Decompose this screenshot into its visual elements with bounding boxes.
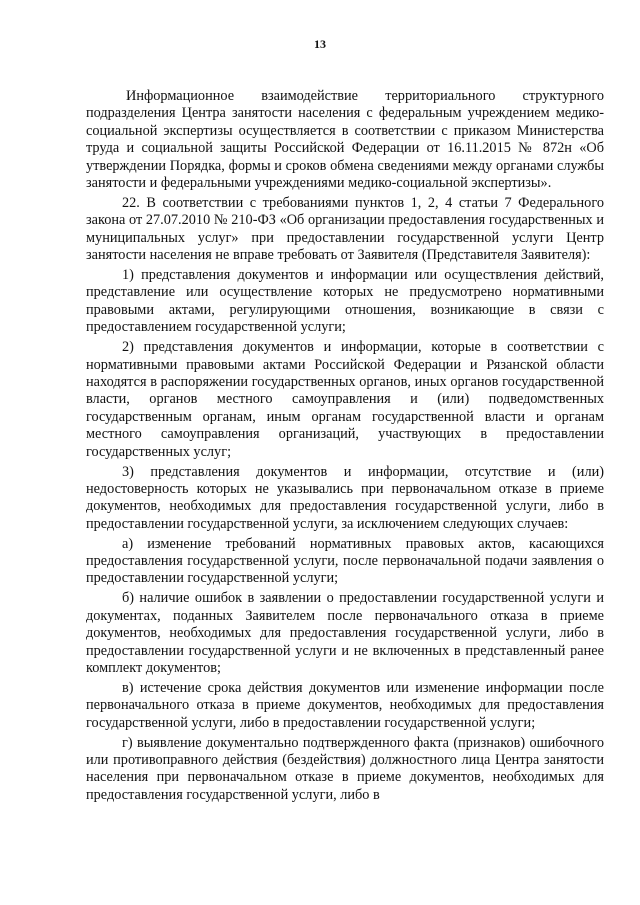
paragraph-item-2: 2) представления документов и информации, которые в соответствии с нормативными правовыми актами Российской Федерации и Рязанской области находятся в распоряжении государственных органов, иных органов государственной власти, органов местного самоуправления и (или) подведомственных государственным органам, иным органам государственной власти и органам местного самоуправления организаций, участвующих в предоставлении государственных услуг; bbox=[86, 339, 604, 460]
paragraph-subitem-b: б) наличие ошибок в заявлении о предоставлении государственной услуги и документах, поданных Заявителем после первоначального отказа в приеме документов, необходимых для предоставления государственной услуги, либо в предоставлении государственной услуги и не включенных в представленный ранее комплект документов; bbox=[86, 590, 604, 676]
paragraph-item-1: 1) представления документов и информации или осуществления действий, представление или осуществление которых не предусмотрено нормативными правовыми актами, регулирующими отношения, возникающие в связи с предоставлением государственной услуги; bbox=[86, 267, 604, 336]
document-body bbox=[86, 88, 604, 807]
paragraph-subitem-g: г) выявление документально подтвержденного факта (признаков) ошибочного или противоправного действия (бездействия) должностного лица Центра занятости населения при первоначальном отказе в приеме документов, необходимых для предоставления государственной услуги, либо в bbox=[86, 734, 604, 803]
paragraph-subitem-a: а) изменение требований нормативных правовых актов, касающихся предоставления государственной услуги, после первоначальной подачи заявления о предоставлении государственной услуги; bbox=[86, 535, 604, 587]
paragraph-subitem-v: в) истечение срока действия документов или изменение информации после первоначального отказа в приеме документов, необходимых для предоставления государственной услуги, либо в предоставлении государственной услуги; bbox=[86, 679, 604, 731]
paragraph-22-requirements: 22. В соответствии с требованиями пунктов 1, 2, 4 статьи 7 Федерального закона от 27.07.2010 № 210-ФЗ «Об организации предоставления государственных и муниципальных услуг» при предоставлении государственной услуги Центр занятости населения не вправе требовать от Заявителя (Представителя Заявителя): bbox=[86, 194, 604, 264]
page-number: 13 bbox=[314, 37, 326, 51]
paragraph-information-exchange: Информационное взаимодействие территориального структурного подразделения Центра занятости населения с федеральным учреждением медико-социальной экспертизы осуществляется в соответствии с приказом Министерства труда и социальной защиты Российской Федерации от 16.11.2015 № 872н «Об утверждении Порядка, формы и сроков обмена сведениями между органами службы занятости и федеральными учреждениями медико-социальной экспертизы». bbox=[86, 88, 604, 192]
paragraph-item-3: 3) представления документов и информации, отсутствие и (или) недостоверность которых не указывались при первоначальном отказе в приеме документов, необходимых для предоставления государственной услуги, либо в предоставлении государственной услуги, за исключением следующих случаев: bbox=[86, 463, 604, 532]
